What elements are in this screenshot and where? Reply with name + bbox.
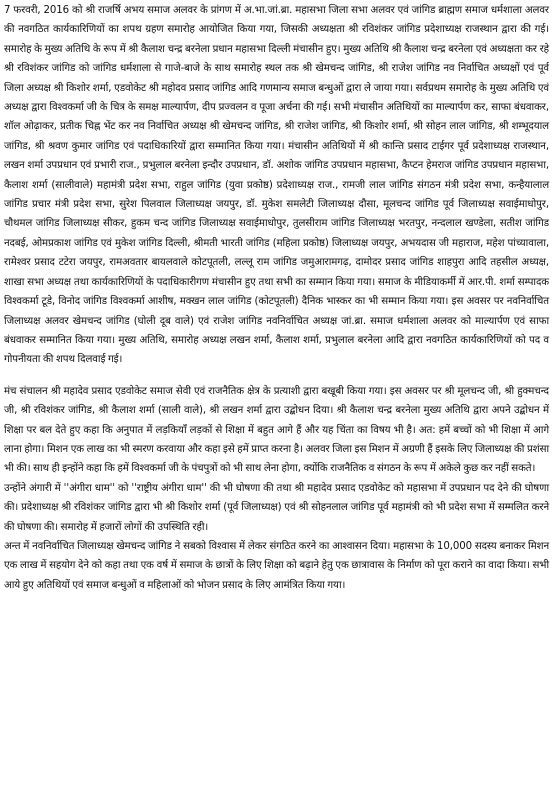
article-paragraph-3: उन्होंने अंगारी में ''अंगीरा धाम'' को ''राष्ट्रीय अंगीरा धाम'' की भी घोषणा की तथा श्री महादेव प्रसाद एडवोकेट को महासभा में उपप्रधान पद देने की घोषणा की। प्रदेशाध्यक्ष श्री रविशंकर जांगिड द्वारा भी श्री किशोर शर्मा (पूर्व जिलाध्यक्ष) एवं श्री सोहनलाल जांगिड पूर्व महामंत्री को भी प्रदेश सभा में सम्मलित करने की घोषणा की। समारोह में हजारों लोगों की उपस्थिति रही। bbox=[4, 482, 549, 533]
article-paragraph-4: अन्त में नवनिर्वाचित जिलाध्यक्ष खेमचन्द जांगिड ने सबको विश्वास में लेकर संगठित करने का आश्वासन दिया। महासभा के 10,000 सदस्य बनाकर मिशन एक लाख में सहयोग देने को कहा तथा एक वर्ष में समाज के छात्रों के लिए शिक्षा को बढ़ाने हेतु एक छात्रावास के निर्माण को पूरा कराने का वादा किया। सभी आये हुए अतिथियों एवं समाज बन्धुओं व महिलाओं को भोजन प्रसाद के लिए आमंत्रित किया गया। bbox=[4, 540, 549, 591]
article-paragraph-1: 7 फरवरी, 2016 को श्री राजर्षि अभय समाज अलवर के प्रांगण में अ.भा.जां.ब्रा. महासभा जिला सभा अलवर एवं जांगिड ब्राह्मण समाज धर्मशाला अलवर की नवगठित कार्यकारिणियों का शपथ ग्रहण समारोह आयोजित किया गया, जिसकी अध्यक्षता श्री रविशंकर जांगिड प्रदेशाध्यक्ष राजस्थान द्वारा की गई। समारोह के मुख्य अतिथि के रूप में श्री कैलाश चन्द्र बरनेला प्रधान महासभा दिल्ली मंचासीन हुए। मुख्य अतिथि श्री कैलाश चन्द्र बरनेला एवं अध्यक्षता कर रहे श्री रविशंकर जांगिड को जांगिड धर्मशाला से गाजे-बाजे के साथ समारोह स्थल तक श्री खेमचन्द जांगिड, श्री राजेश जांगिड नव निर्वाचित अध्यक्षों एवं पूर्व जिला अध्यक्ष श्री किशोर शर्मा, एडवोकेट श्री महोदव प्रसाद जांगिड आदि गणमान्य समाज बन्धुओं द्वारा ले जाया गया। सर्वप्रथम समारोह के मुख्य अतिथि एवं अध्यक्ष द्वारा विश्वकर्मा जी के चित्र के समक्ष माल्यार्पण, दीप प्रज्वलन व पूजा अर्चना की गई। सभी मंचासीन अतिथियों का माल्यार्पण कर, साफा बंधवाकर, शॉल ओढ़ाकर, प्रतीक चिह्न भेंट कर नव निर्वाचित अध्यक्ष श्री खेमचन्द जांगिड, श्री राजेश जांगिड, श्री किशोर शर्मा, श्री सोहन लाल जांगिड, श्री शम्भूदयाल जांगिड, श्री श्रवण कुमार जांगिड एवं पदाधिकारियों द्वारा सम्मानित किया गया। मंचासीन अतिथियों में श्री कान्ति प्रसाद टाईगर पूर्व प्रदेशाध्यक्ष राजस्थान, लखन शर्मा उपप्रधान एवं प्रभारी राज., प्रभुलाल बरनेला इन्दौर उपप्रधान, डॉ. अशोक जांगिड उपप्रधान महासभा, कैप्टन हेमराज जांगिड उपप्रधान महासभा, कैलाश शर्मा (सालीवाले) महामंत्री प्रदेश सभा, राहुल जांगिड (युवा प्रकोष्ठ) प्रदेशाध्यक्ष राज., रामजी लाल जांगिड संगठन मंत्री प्रदेश सभा, कन्हैयालाल जांगिड प्रचार मंत्री प्रदेश सभा, सुरेश पिलवाल जिलाध्यक्ष जयपुर, डॉ. मुकेश समलेटी जिलाध्यक्ष दौसा, मूलचन्द जांगिड पूर्व जिलाध्यक्ष सवाईमाधोपुर, चौथमल जांगिड जिलाध्यक्ष सीकर, हुकम चन्द जांगिड जिलाध्यक्ष सवाईमाधोपुर, तुलसीराम जांगिड जिलाध्यक्ष भरतपुर, नन्दलाल खण्डेला, सतीश जांगिड नदबई, ओमप्रकाश जांगिड एवं मुकेश जांगिड दिल्ली, श्रीमती भारती जांगिड (महिला प्रकोष्ठ) जिलाध्यक्ष जयपुर, अभयदास जी महाराज, महेश पांच्यावाला, रामेश्वर प्रसाद टटेरा जयपुर, रामअवतार बायलवाले कोटपूतली, लल्लू राम जांगिड जमुआरामगढ़, दामोदर प्रसाद जांगिड शाहपुरा आदि तहसील अध्यक्ष, शाखा सभा अध्यक्ष तथा कार्यकारिणियों के पदाधिकारीगण मंचासीन हुए तथा सभी का सम्मान किया गया। समाज के मीडियाकर्मी में आर.पी. शर्मा सम्पादक विश्वकर्मा टूडे, विनोद जांगिड विश्वकर्मा आशीष, मक्खन लाल जांगिड (कोटपूतली) दैनिक भास्कर का भी सम्मान किया गया। इस अवसर पर नवनिर्वाचित जिलाध्यक्ष अलवर खेमचन्द जांगिड (घोली दूब वाले) एवं राजेश जांगिड नवनिर्वाचित अध्यक्ष जां.ब्रा. समाज धर्मशाला अलवर को माल्यार्पण एवं साफा बंधवाकर सम्मानित किया गया। मुख्य अतिथि, समारोह अध्यक्ष लखन शर्मा, कैलाश शर्मा, प्रभुलाल बरनेला आदि द्वारा नवगठित कार्यकारिणियों को पद व गोपनीयता की शपथ दिलवाई गई। bbox=[4, 5, 549, 366]
article-paragraph-2: मंच संचालन श्री महादेव प्रसाद एडवोकेट समाज सेवी एवं राजनैतिक क्षेत्र के प्रत्याशी द्वारा बखूबी किया गया। इस अवसर पर श्री मूलचन्द जी, श्री हुक्मचन्द जी, श्री रविशंकर जांगिड, श्री कैलाश शर्मा (साली वाले), श्री लखन शर्मा द्वारा उद्बोधन दिया। श्री कैलाश चन्द्र बरनेला मुख्य अतिथि द्वारा अपने उद्बोधन में शिक्षा पर बल देते हुए कहा कि अनुपात में लड़कियाँ लड़कों से शिक्षा में बहुत आगे हैं और यह चिंता का विषय भी है। अत: हमें बच्चों को भी शिक्षा में आगे लाना होगा। मिशन एक लाख का भी स्मरण करवाया और कहा इसे हमें प्राप्त करना है। अलवर जिला इस मिशन में अग्रणी हैं इसके लिए जिलाध्यक्ष की प्रशंसा भी की। साथ ही इन्होंने कहा कि हमें विश्वकर्मा जी के पंचपुत्रों को भी साथ लेना होगा, क्योंकि राजनैतिक व संगठन के रूप में अकेले कुछ कर नहीं सकते। bbox=[4, 385, 549, 475]
paragraph-spacer bbox=[4, 370, 549, 382]
